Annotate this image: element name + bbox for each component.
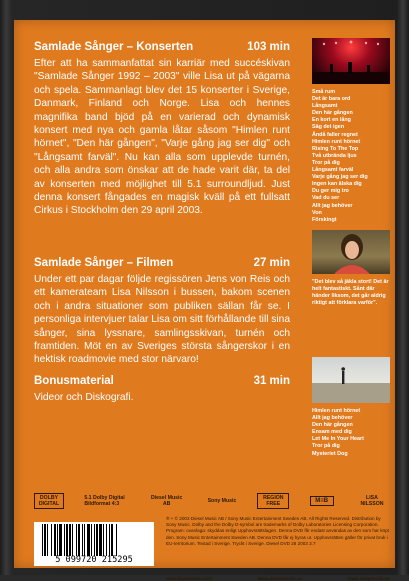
barcode-bar xyxy=(44,524,46,556)
barcode-bar xyxy=(57,524,58,556)
section-body: Under ett par dagar följde regissören Jens von Reis och ett kamerateam Lisa Nilsson i bussen, bakom scenen och i andra situationer som publiken sällan får se. I personliga intervjuer talar Lisa om sitt förhållande till sina sånger, sina lyssnare, samlingsskivan, turnén och framtiden. Möt en av Sveriges största sångerskor i en hektisk roadmovie med stor närvaro! xyxy=(34,274,290,366)
sony-logo: Sony Music xyxy=(207,498,237,504)
track-item: Tror på dig xyxy=(312,159,340,166)
section-header xyxy=(34,374,290,388)
picture-format-line: Bildformat 4:3 xyxy=(84,501,120,507)
track-item: Mysteriet Dog xyxy=(312,450,348,457)
audio-format-line: 5.1 Dolby Digital xyxy=(84,495,125,501)
track-item: Du ger mig tro xyxy=(312,188,349,195)
barcode-bar xyxy=(42,524,43,556)
track-item: Det är bara ord xyxy=(312,96,351,103)
url-dieselmusic: www.dieselmusic.se xyxy=(257,576,303,581)
concert-tracklist xyxy=(312,89,390,224)
url-lisanilsson: www.lisanilsson.com xyxy=(166,576,213,581)
barcode-bar xyxy=(99,524,102,556)
barcode-bar xyxy=(91,524,92,556)
track-item: Allt jag behöver xyxy=(312,415,353,422)
barcode-bar xyxy=(106,524,107,556)
track-item: Ändå faller regnet xyxy=(312,131,358,138)
barcode-bar xyxy=(66,524,68,556)
track-item: Ensam med dig xyxy=(312,429,352,436)
urls-row xyxy=(166,576,390,581)
barcode-bar xyxy=(82,524,83,556)
barcode-bar xyxy=(96,524,98,556)
section-title: Bonusmaterial xyxy=(34,375,114,387)
track-item: Säg det igen xyxy=(312,124,345,131)
barcode-bar xyxy=(72,524,73,556)
track-item: Den här gången xyxy=(312,110,353,117)
dolby-logo: DOLBY DIGITAL xyxy=(34,493,64,509)
beach-photo xyxy=(312,357,390,403)
barcode-bar xyxy=(103,524,104,556)
section-konserten xyxy=(34,40,290,218)
barcode-bar xyxy=(116,524,117,556)
track-item: Ingen kan älska dig xyxy=(312,181,362,188)
barcode-bar xyxy=(54,524,56,556)
section-header xyxy=(34,256,290,270)
barcode-bar xyxy=(64,524,65,556)
portrait-photo xyxy=(312,230,390,274)
track-item: Två utbrända ljus xyxy=(312,152,357,159)
section-body: Videor och Diskografi. xyxy=(34,392,134,403)
region-free-logo: REGION FREE xyxy=(257,493,289,509)
barcode-bar xyxy=(47,524,48,556)
section-duration: 103 min xyxy=(247,41,290,53)
track-item: Varje gång jag ser dig xyxy=(312,174,368,181)
section-title: Samlade Sånger – Filmen xyxy=(34,257,174,269)
track-item: Himlen runt hörnet xyxy=(312,408,361,414)
barcode-bar xyxy=(87,524,90,556)
track-item: Den här gången xyxy=(312,422,353,429)
label-logo: LISA NILSSON xyxy=(360,495,384,507)
barcode-bar xyxy=(69,524,71,556)
audio-format-info xyxy=(84,495,126,507)
barcode-number: 5 099720 215295 xyxy=(55,555,133,565)
track-item: Små rum xyxy=(312,89,336,95)
section-header xyxy=(34,40,290,54)
quote-text: "Det blev så jäkla stort! Det är helt fantastiskt. Sånt där händer liksom, det går aldrig riktigt att förklara varför". xyxy=(312,279,389,307)
section-filmen xyxy=(34,256,290,367)
barcode-bar xyxy=(84,524,85,556)
barcode-bar xyxy=(109,524,110,556)
track-item: Vad du ser xyxy=(312,195,340,202)
track-item: Let Me In Your Heart xyxy=(312,436,364,443)
track-item: En kort en lång xyxy=(312,117,351,124)
barcode xyxy=(34,522,154,566)
section-bonus xyxy=(34,374,290,404)
section-body: Efter att ha sammanfattat sin karriär med succéskivan "Samlade Sånger 1992 – 2003" ville Lisa ut på vägarna och spela. Sammanlagt blev det 15 konserter i Sverige, Danmark, Finland och Norge. Lisa och hennes magnifika band bjöd på en varierad och dynamisk konsert med nya och gamla låtar såsom "Himlen runt hörnet", "Den här gången", "Varje gång jag ser dig" och "Långsamt farväl". Nu kan alla som upplevde turnén, och alla andra som önskar att de hade varit där, ta del av konserten med möjlighet till 5.1 surroundljud. Just denna konsert fångades en magisk kväll på ett fullsatt Cirkus i Stockholm den 29 april 2003. xyxy=(34,58,290,217)
diesel-logo: Diesel Music AB xyxy=(150,495,183,507)
concert-column xyxy=(312,38,390,224)
url-sonymusic: www.sonymusic.se xyxy=(347,576,390,581)
barcode-bar xyxy=(111,524,113,556)
logos-row xyxy=(34,490,390,512)
concert-photo xyxy=(312,38,390,84)
bonus-column xyxy=(312,357,390,458)
track-item: Långsamt xyxy=(312,103,338,110)
track-item: Tror på dig xyxy=(312,443,340,450)
section-duration: 27 min xyxy=(253,257,290,269)
barcode-bars xyxy=(34,524,154,558)
barcode-bar xyxy=(59,524,62,556)
bonus-tracklist xyxy=(312,408,390,458)
stage-lights-image xyxy=(312,38,390,84)
track-item: Himlen runt hörnet xyxy=(312,138,361,145)
barcode-bar xyxy=(78,524,80,556)
film-column xyxy=(312,230,390,307)
track-item: Allt jag behöver xyxy=(312,202,353,209)
barcode-bar xyxy=(76,524,77,556)
section-title: Samlade Sånger – Konserten xyxy=(34,41,194,53)
barcode-bar xyxy=(94,524,95,556)
barcode-bar xyxy=(51,524,52,556)
legal-text: ℗ + © 2003 Diesel Music AB / Sony Music Entertainment Sweden AB. All Rights Reserved. Distribution by Sony Music. Dolby and the Dolby D-symbol are trademarks of Dolby Laboratories Licensing Corporation. Program: ovanlaga: skyddas enligt Upphovsrättslagen. Denna DVD får endast användas av den som har köpt den. Sony Music Entertainment Sweden AB. Denna DVD får ej hyras ut. Upphovsrätten gäller för privat bruk i EU-territorium. Textad i Sverige. Tryckt i Sverige. Diesel DVD 28 2003 3.7 xyxy=(166,516,389,546)
section-duration: 31 min xyxy=(253,375,290,387)
dvd-back-cover xyxy=(14,20,395,581)
beach-image xyxy=(312,357,390,403)
portrait-image xyxy=(312,230,390,274)
track-item: Rising To The Top xyxy=(312,145,359,152)
track-item: Förskingt xyxy=(312,216,337,223)
track-item: Von xyxy=(312,209,322,216)
mwb-logo: M≡B xyxy=(310,496,334,506)
track-item: Långsamt farväl xyxy=(312,167,354,174)
